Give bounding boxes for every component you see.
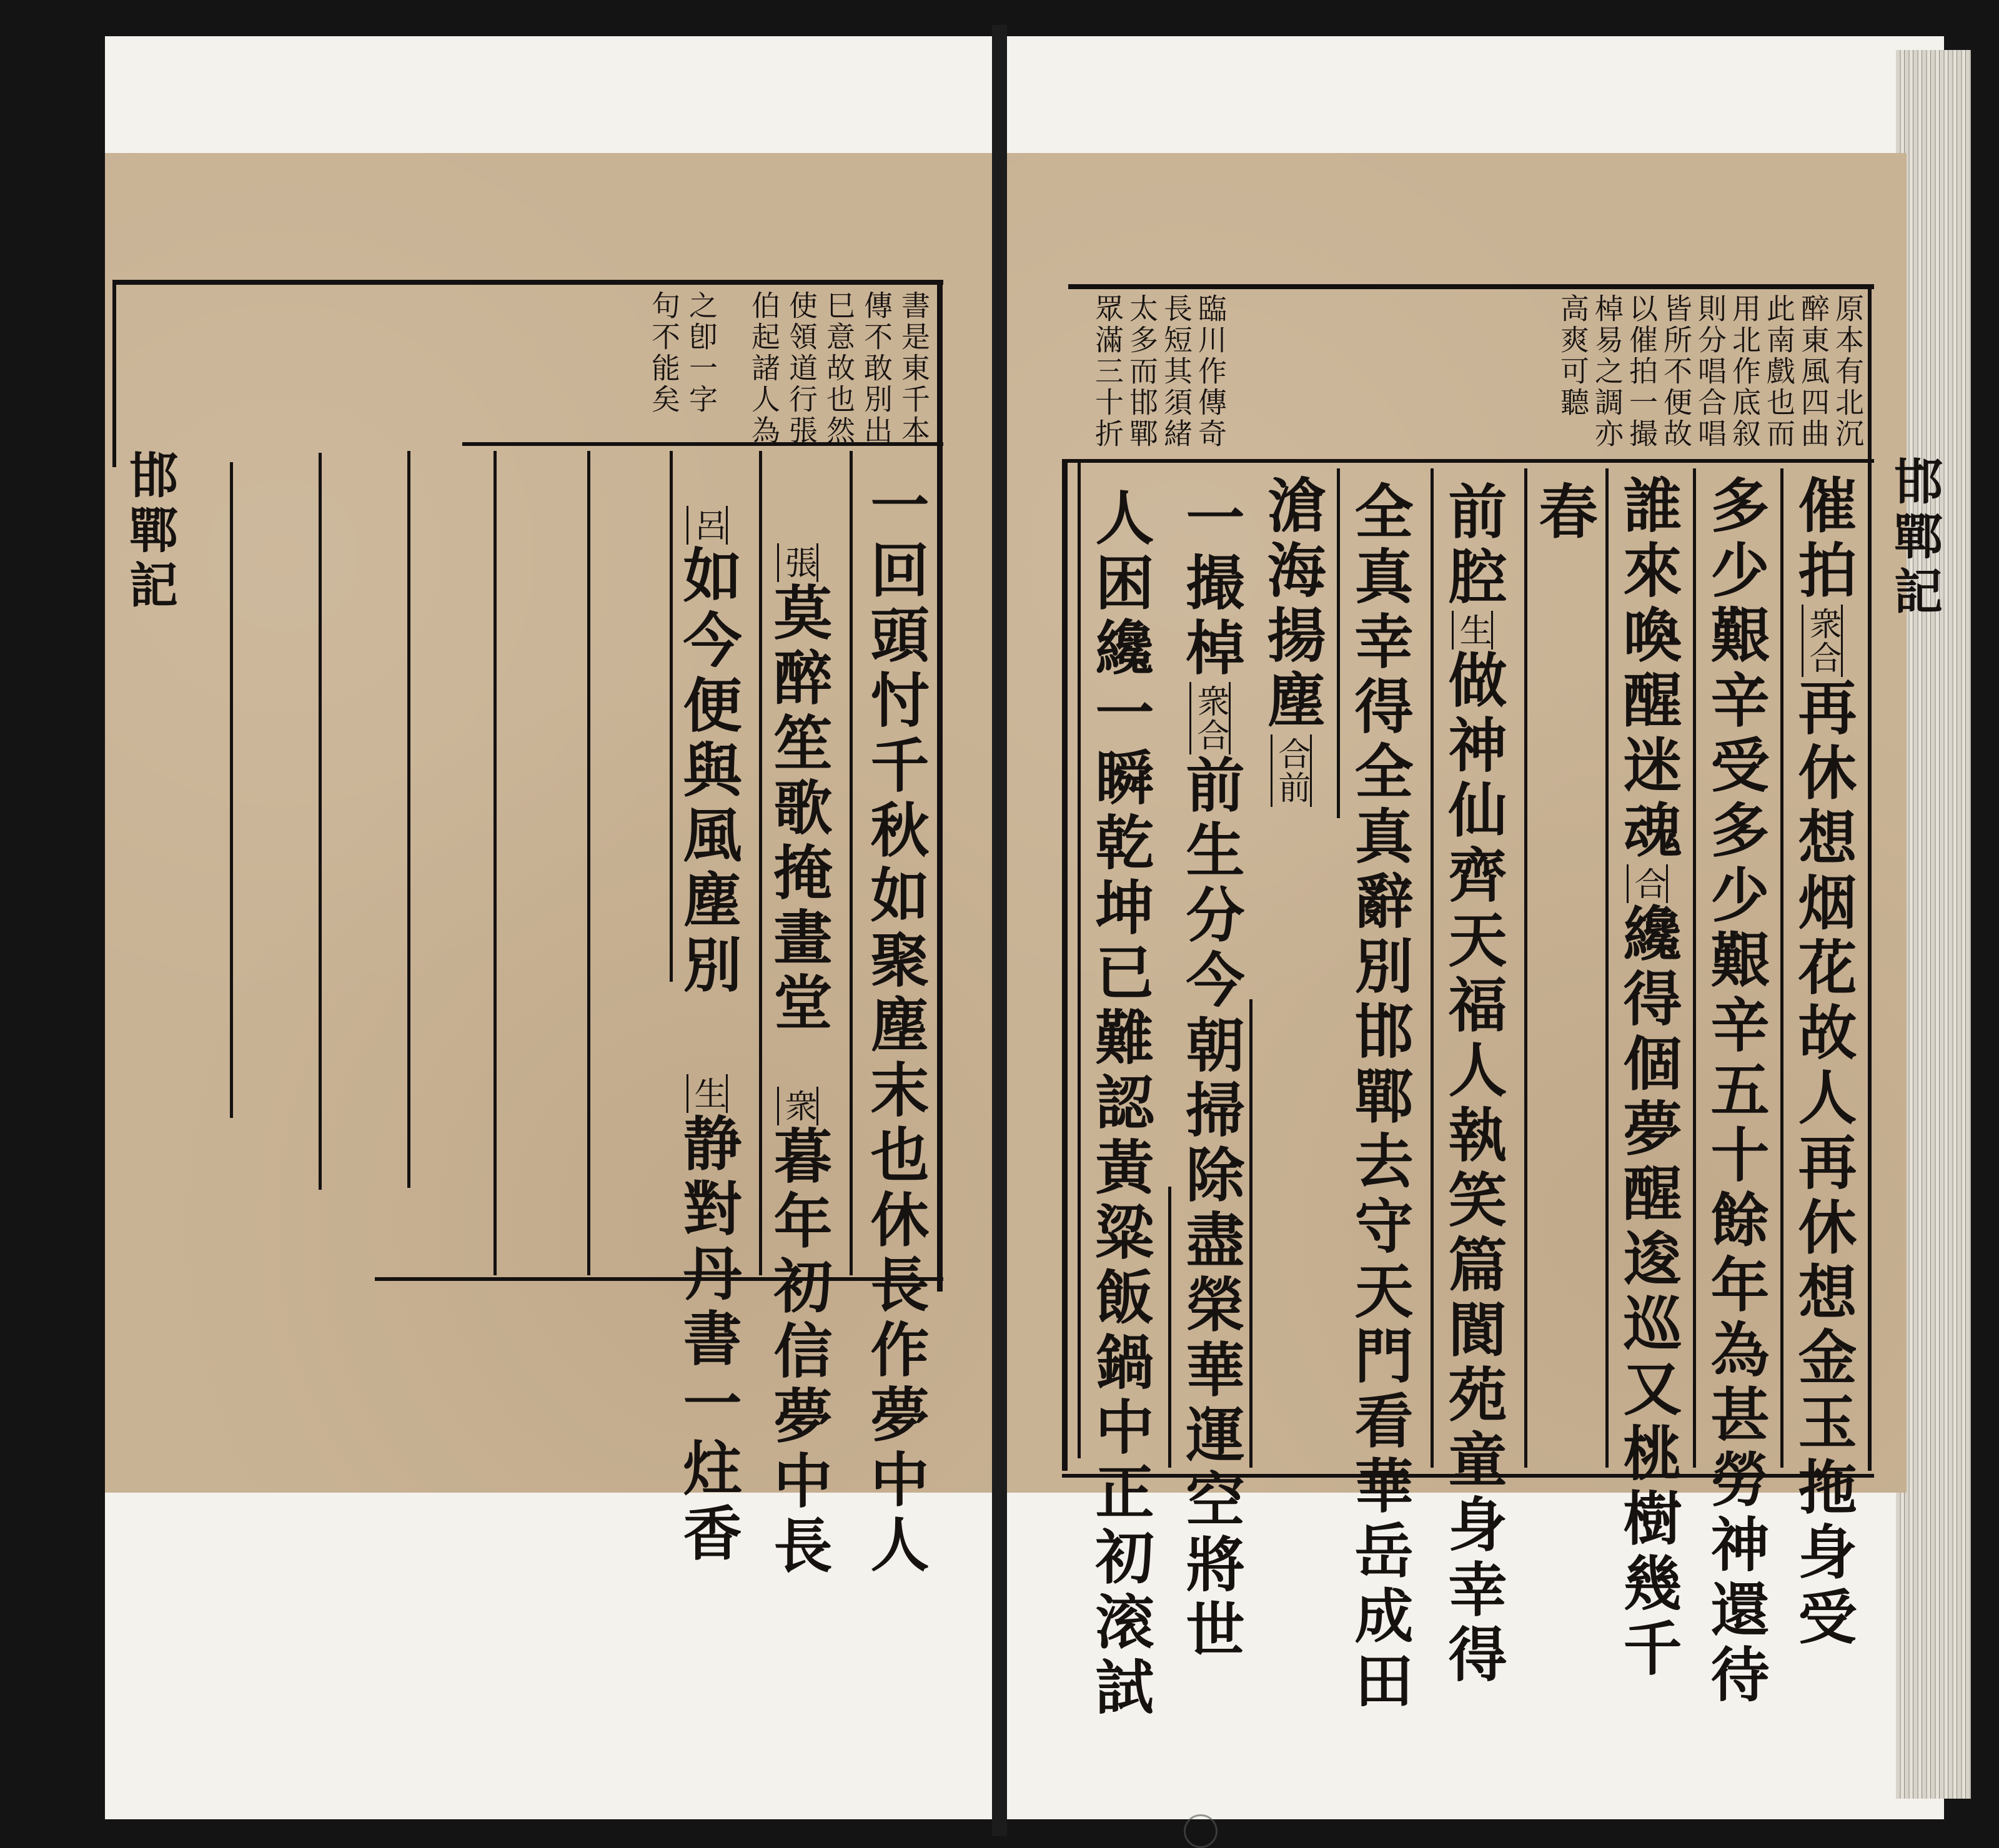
verse-text: 末也休長作夢中人	[860, 1059, 929, 1579]
verse-text: 纔得個夢醒逡巡又桃樹幾千	[1613, 903, 1682, 1682]
role-marker: 呂	[687, 506, 728, 545]
header-note: 使領道行張	[785, 290, 818, 447]
header-note: 則分唱合唱	[1694, 294, 1727, 450]
left-bottom-rule	[375, 1277, 943, 1281]
header-note: 以催拍一撮	[1625, 294, 1659, 450]
verse-text: 做神仙齊天福人執笑篇閬苑童身幸得	[1438, 650, 1507, 1689]
right-top-rule	[1068, 284, 1874, 289]
margin-title: 邯鄲記	[1886, 456, 1943, 621]
header-note: 書是東千本	[897, 290, 931, 447]
header-note: 此南戲也而	[1762, 294, 1796, 450]
role-marker: 合	[1627, 864, 1668, 903]
left-margin-rule	[112, 280, 116, 467]
column-rule	[1249, 999, 1252, 1468]
header-note: 原本有北沉	[1831, 294, 1865, 450]
header-note: 醉東風四曲	[1797, 294, 1830, 450]
role-marker: 合前	[1271, 734, 1312, 807]
header-note: 高爽可聽	[1556, 294, 1590, 418]
verse-text: 如今便與風塵別	[673, 545, 742, 999]
role-marker: 衆合	[1802, 605, 1843, 677]
header-note: 太多而邯鄲	[1125, 294, 1159, 450]
book-gutter	[992, 25, 1007, 1836]
verse-text: 静對丹書一炷香	[673, 1113, 742, 1568]
verse-text: 再休想烟花故人再休想金玉拖身受	[1788, 677, 1857, 1651]
text-column	[1176, 487, 1244, 1664]
text-column	[763, 543, 832, 1037]
verse-text: 全真幸得全真辭別邯鄲去守天門看華岳成田	[1344, 481, 1413, 1715]
right-sub-rule	[1062, 459, 1874, 463]
header-note: 傳不敢別出	[860, 290, 893, 447]
text-column	[860, 475, 929, 1579]
column-rule	[759, 451, 762, 1275]
verse-text: 一撮棹	[1176, 487, 1244, 682]
header-note: 用北作底叙	[1728, 294, 1762, 450]
role-marker: 衆	[777, 1087, 818, 1125]
margin-title: 邯鄲記	[121, 450, 178, 615]
right-inner-rule	[1078, 459, 1081, 1458]
column-rule	[1605, 468, 1609, 1468]
column-rule	[494, 451, 497, 1275]
verse-text: 一回頭忖千秋如聚塵	[860, 475, 929, 1059]
header-note: 皆所不便故	[1659, 294, 1693, 450]
header-note: 臨川作傳奇	[1194, 294, 1228, 450]
column-rule	[1337, 468, 1340, 818]
text-column	[1344, 481, 1413, 1715]
verse-text: 春	[1529, 481, 1597, 546]
role-marker: 生	[687, 1074, 728, 1113]
verse-text: 前生分今朝掃除盡榮華運空將世	[1176, 754, 1244, 1664]
text-column	[673, 1074, 742, 1568]
left-page	[105, 153, 992, 1493]
text-column	[763, 1087, 832, 1580]
verse-text: 人困纔一瞬乾坤已難認黃粱飯鍋中正初滚試	[1085, 487, 1154, 1721]
header-note: 長短其須緒	[1159, 294, 1193, 450]
column-rule	[1693, 468, 1696, 1468]
column-rule	[1431, 468, 1434, 1468]
left-top-rule	[112, 280, 943, 285]
role-marker: 生	[1452, 611, 1493, 650]
role-marker: 張	[777, 543, 818, 582]
right-outer-rule	[1062, 459, 1068, 1471]
column-rule	[587, 451, 590, 1275]
text-column	[1529, 481, 1597, 546]
text-column	[1085, 487, 1154, 1721]
right-margin-rule	[1868, 284, 1872, 1471]
verse-text: 多少艱辛受多少艱辛五十餘年為甚勞神還待	[1700, 475, 1769, 1709]
verse-text: 滄海揚塵	[1257, 475, 1326, 734]
header-note: 眾滿三十折	[1091, 294, 1124, 450]
column-rule	[319, 453, 322, 1190]
text-column	[673, 506, 742, 999]
column-rule	[407, 451, 410, 1188]
header-note: 棹易之調亦	[1590, 294, 1624, 450]
left-outer-rule	[937, 280, 943, 1292]
column-rule	[1780, 468, 1783, 1468]
header-note: 句不能矣	[647, 290, 681, 415]
header-note: 巳意故也然	[822, 290, 856, 447]
page-edges	[1896, 50, 1971, 1799]
verse-text: 莫醉笙歌掩畫堂	[763, 582, 832, 1037]
text-column	[1700, 475, 1769, 1709]
verse-text: 誰來喚醒迷魂	[1613, 475, 1682, 864]
verse-text: 暮年初信夢中長	[763, 1125, 832, 1580]
header-note: 伯起諸人為	[747, 290, 781, 447]
library-seal	[1184, 1814, 1218, 1848]
text-column	[1788, 475, 1857, 1651]
column-rule	[1168, 1187, 1171, 1468]
column-rule	[230, 462, 233, 1118]
column-rule	[850, 451, 853, 1275]
verse-text: 前腔	[1438, 481, 1507, 611]
role-marker: 衆合	[1189, 682, 1231, 754]
text-column	[1257, 475, 1326, 807]
verse-text: 催拍	[1788, 475, 1857, 605]
header-note: 之卽一字	[685, 290, 718, 415]
text-column	[1613, 475, 1682, 1682]
column-rule	[1524, 468, 1527, 1468]
text-column	[1438, 481, 1507, 1689]
